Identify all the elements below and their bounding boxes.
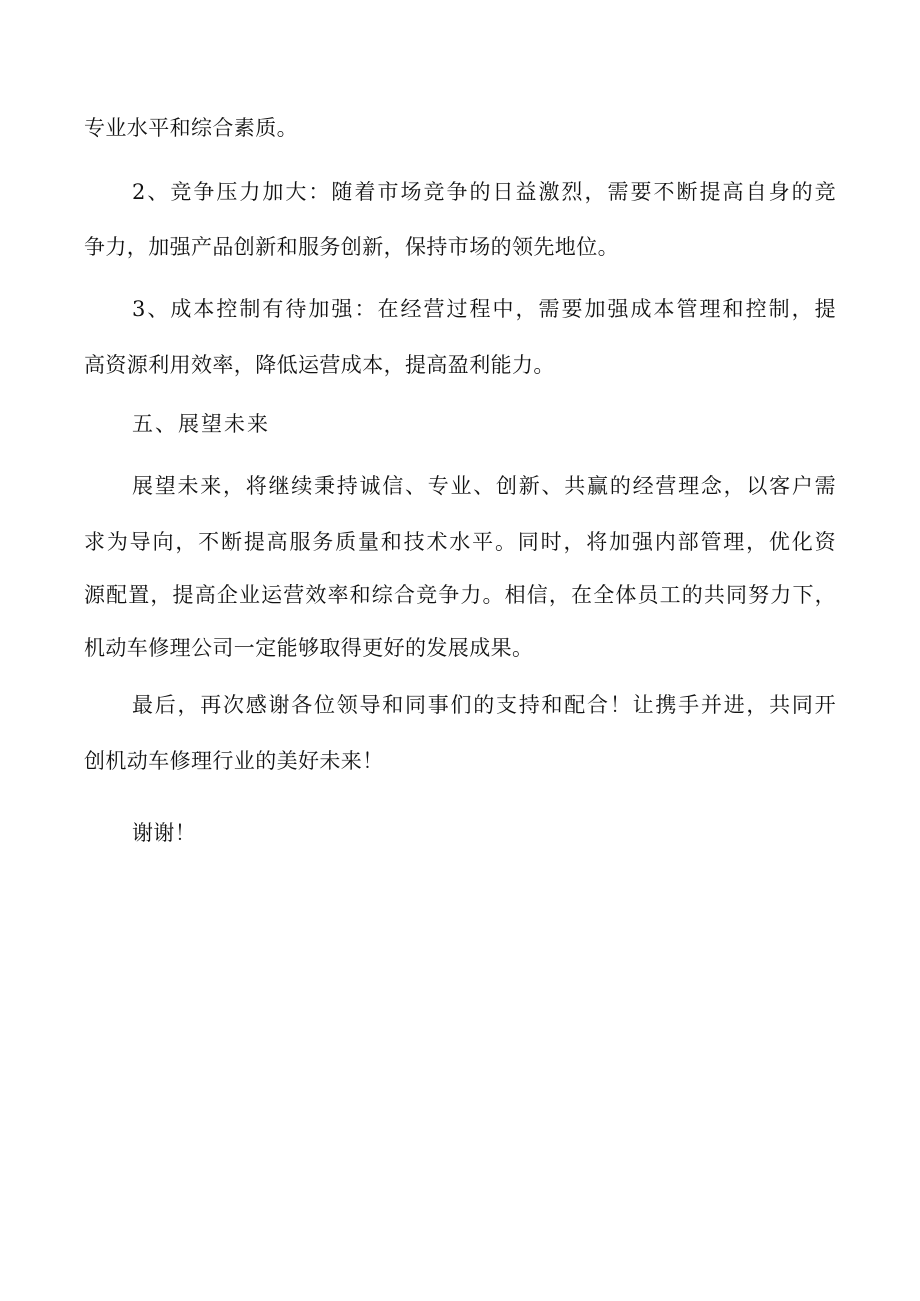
paragraph-line: 争力，加强产品创新和服务创新，保持市场的领先地位。 [84,235,619,259]
paragraph-line: 3、成本控制有待加强：在经营过程中，需要加强成本管理和控制，提 [132,297,836,321]
paragraph-line: 创机动车修理行业的美好未来！ [84,749,384,773]
section-heading: 五、展望未来 [132,412,270,436]
paragraph-line: 展望未来，将继续秉持诚信、专业、创新、共赢的经营理念，以客户需 [132,474,836,498]
paragraph-line: 源配置，提高企业运营效率和综合竞争力。相信，在全体员工的共同努力下， [84,583,836,607]
paragraph-line: 高资源利用效率，降低运营成本，提高盈利能力。 [84,353,555,377]
paragraph-line: 求为导向，不断提高服务质量和技术水平。同时，将加强内部管理，优化资 [84,530,836,554]
closing-line: 谢谢！ [132,821,197,845]
paragraph-line: 2、竞争压力加大：随着市场竞争的日益激烈，需要不断提高自身的竞 [132,180,836,204]
paragraph-line: 专业水平和综合素质。 [84,116,298,140]
paragraph-line: 机动车修理公司一定能够取得更好的发展成果。 [84,636,534,660]
paragraph-line: 最后，再次感谢各位领导和同事们的支持和配合！让携手并进，共同开 [132,693,836,717]
